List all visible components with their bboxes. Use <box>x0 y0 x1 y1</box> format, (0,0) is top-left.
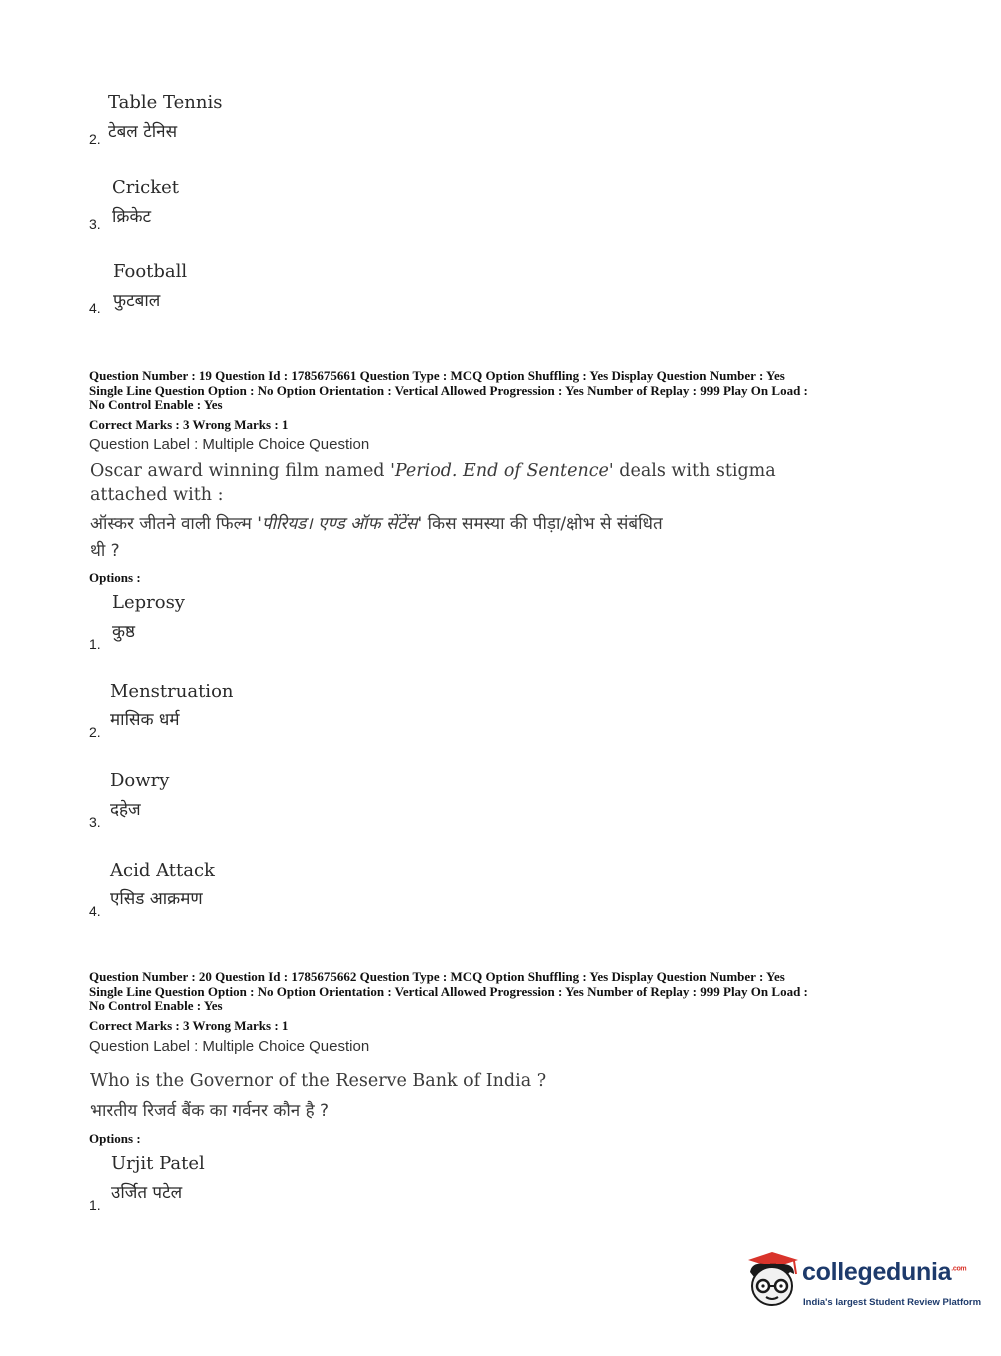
q19-stem-en-line2: attached with : <box>90 485 224 505</box>
option-number: 2. <box>89 724 101 740</box>
q20-metadata <box>89 970 919 1014</box>
q19-options-heading: Options : <box>89 570 141 585</box>
option-text-en: Football <box>113 261 188 282</box>
q20-stem-en: Who is the Governor of the Reserve Bank of India ? <box>90 1071 547 1091</box>
stem-film-title: 'पीरियड। एण्ड ऑफ सेंटेंस' <box>257 514 423 534</box>
option-text-hi: मासिक धर्म <box>110 710 180 730</box>
q20-stem-hi: भारतीय रिजर्व बैंक का गर्वनर कौन है ? <box>90 1101 330 1121</box>
stem-part: Oscar award winning film named <box>90 461 391 481</box>
meta-line: Question Number : 20 Question Id : 1785675662 Question Type : MCQ Option Shuffling : Yes Display Question Number : Yes <box>89 969 785 984</box>
stem-film-title: 'Period. End of Sentence' <box>390 461 614 481</box>
option-text-hi: कुष्ठ <box>112 622 136 642</box>
q20-question-label: Question Label : Multiple Choice Question <box>89 1038 370 1055</box>
option-text-hi: टेबल टेनिस <box>108 122 178 142</box>
option-text-hi: उर्जित पटेल <box>111 1183 183 1203</box>
option-text-en: Menstruation <box>110 681 234 702</box>
q20-marks: Correct Marks : 3 Wrong Marks : 1 <box>89 1018 289 1033</box>
q19-marks: Correct Marks : 3 Wrong Marks : 1 <box>89 417 289 432</box>
logo-suffix: .com <box>951 1265 967 1273</box>
option-text-hi: फुटबाल <box>113 291 161 311</box>
logo-tagline: India's largest Student Review Platform <box>803 1297 982 1308</box>
option-text-en: Leprosy <box>112 592 185 613</box>
stem-part: deals with stigma <box>613 461 776 481</box>
meta-line: Single Line Question Option : No Option Orientation : Vertical Allowed Progression : Yes Number of Replay : 999 Play On Load : <box>89 382 808 398</box>
q19-question-label: Question Label : Multiple Choice Question <box>89 436 370 453</box>
option-text-en: Urjit Patel <box>111 1153 205 1174</box>
option-text-hi: दहेज <box>110 800 141 820</box>
q19-stem-hi-line2: थी ? <box>90 541 120 561</box>
option-text-hi: एसिड आक्रमण <box>110 889 203 909</box>
option-number: 3. <box>89 216 101 232</box>
option-number: 4. <box>89 300 101 316</box>
option-number: 4. <box>89 903 101 919</box>
option-number: 1. <box>89 1197 101 1213</box>
option-text-en: Cricket <box>112 177 180 198</box>
logo-wordmark <box>802 1258 966 1287</box>
option-number: 3. <box>89 814 101 830</box>
option-text-hi: क्रिकेट <box>112 207 152 227</box>
option-number: 1. <box>89 636 101 652</box>
option-text-en: Dowry <box>110 770 170 791</box>
q19-stem-en <box>90 461 776 481</box>
q19-stem-hi <box>90 511 663 534</box>
q19-metadata <box>89 369 919 413</box>
meta-line: Single Line Question Option : No Option Orientation : Vertical Allowed Progression : Yes Number of Replay : 999 Play On Load : <box>89 983 808 999</box>
option-number: 2. <box>89 131 101 147</box>
mascot-icon <box>742 1250 804 1314</box>
stem-part: ऑस्कर जीतने वाली फिल्म <box>90 514 258 534</box>
option-text-en: Acid Attack <box>110 860 215 881</box>
q20-options-heading: Options : <box>89 1131 141 1146</box>
meta-line: Question Number : 19 Question Id : 1785675661 Question Type : MCQ Option Shuffling : Yes Display Question Number : Yes <box>89 368 785 383</box>
collegedunia-logo <box>742 1250 982 1320</box>
meta-line: No Control Enable : Yes <box>89 397 223 412</box>
logo-name: collegedunia <box>802 1258 952 1286</box>
option-text-en: Table Tennis <box>108 92 223 113</box>
meta-line: No Control Enable : Yes <box>89 998 223 1013</box>
stem-part: किस समस्या की पीड़ा/क्षोभ से संबंधित <box>422 514 663 534</box>
